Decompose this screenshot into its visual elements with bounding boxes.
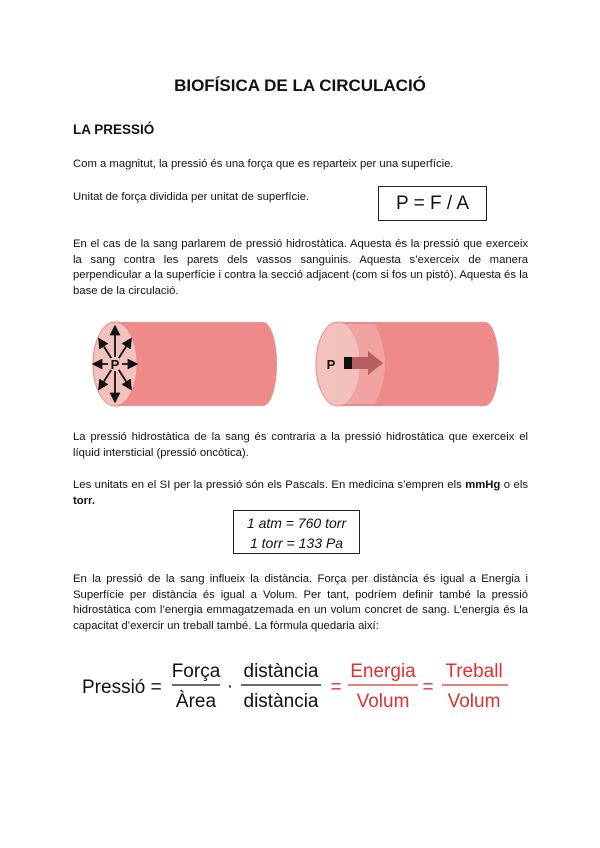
paragraph-hydrostatic: En el cas de la sang parlarem de pressió hidrostàtica. Aquesta és la pressió que exerceix la sang contra les parets dels vassos sanguinis. Aquesta s’exerceix de manera perpendicular a la superfície i contra la secció adjacent (com si fos un pistó). Aquesta és la base de la circulació. <box>73 238 528 297</box>
unit-mmhg: mmHg <box>465 479 501 491</box>
eq-forca: Força <box>171 661 221 682</box>
units-line-1: 1 atm = 760 torr <box>246 515 347 531</box>
units-line-2: 1 torr = 133 Pa <box>249 535 343 551</box>
eq-energia: Energia <box>350 661 416 682</box>
vessel-right-label: P <box>326 357 336 372</box>
vessel-diagrams <box>85 318 525 410</box>
eq-equals-1: = <box>330 677 342 698</box>
unit-torr: torr. <box>73 494 95 507</box>
paragraph-unit: Unitat de força dividida per unitat de superfície. <box>73 191 310 203</box>
eq-distancia-num: distància <box>243 661 319 682</box>
units-text-or: o els <box>500 479 528 491</box>
paragraph-magnitude: Com a magnitut, la pressió és una força que es reparteix per una superfície. <box>73 158 454 170</box>
page-title: BIOFÍSICA DE LA CIRCULACIÓ <box>174 76 426 95</box>
vessel-left-label: P <box>110 357 120 372</box>
pressure-equation <box>78 655 528 717</box>
paragraph-oncotic: La pressió hidrostàtica de la sang és contraria a la pressió hidrostàtica que exerceix el líquid intersticial (pressió oncòtica). <box>73 431 528 459</box>
section-heading: LA PRESSIÓ <box>73 122 155 137</box>
eq-dot: · <box>226 676 234 697</box>
formula-pressure-box: P = F / A <box>378 186 487 221</box>
paragraph-units <box>73 478 528 509</box>
eq-area: Àrea <box>175 691 217 712</box>
paragraph-energy: En la pressió de la sang influeix la distància. Força per distància és igual a Energia i Superfície per distància és igual a Volum. Per tant, podríem definir també la pressió hidrostàtica com l’energia emmagatzemada en un volum concret de sang. L’energia és la capacitat d’exercir un treball també. La fòrmula quedaria així: <box>73 573 528 632</box>
eq-equals-2: = <box>422 677 434 698</box>
eq-lhs: Pressió = <box>82 677 162 698</box>
units-text: Les unitats en el SI per la pressió són els Pascals. En medicina s’empren els <box>73 479 466 491</box>
vessel-right <box>316 322 499 406</box>
eq-volum-2: Volum <box>447 691 501 712</box>
eq-treball: Treball <box>445 661 503 682</box>
eq-distancia-den: distància <box>243 691 319 712</box>
vessel-left <box>93 322 277 406</box>
units-conversion-box <box>233 510 360 554</box>
eq-volum-1: Volum <box>356 691 410 712</box>
